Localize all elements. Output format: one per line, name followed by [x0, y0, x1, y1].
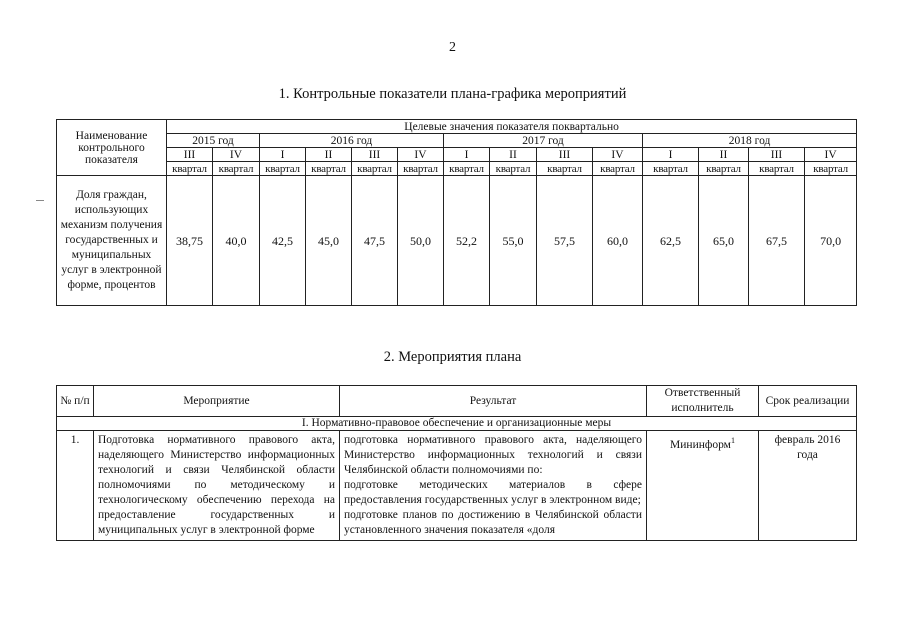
- quarter-label: квартал: [699, 162, 749, 176]
- year-header-2016: 2016 год: [260, 134, 444, 148]
- indicator-value: 38,75: [167, 176, 213, 306]
- indicator-value: 62,5: [643, 176, 699, 306]
- quarter-numeral: II: [699, 148, 749, 162]
- table-row: [57, 431, 857, 541]
- quarter-numeral: III: [167, 148, 213, 162]
- responsible-text: Мининформ: [670, 438, 731, 451]
- section-2-title: 2. Мероприятия плана: [383, 349, 522, 365]
- responsible-cell: [647, 431, 759, 541]
- quarter-numeral: III: [749, 148, 805, 162]
- indicator-value: 60,0: [593, 176, 643, 306]
- quarter-label: квартал: [398, 162, 444, 176]
- indicator-value: 42,5: [260, 176, 306, 306]
- activity-text: Подготовка нормативного правового акта, наделяющего Министерство информационных технологий и связи Челябинской области полномочиями по методическому и технологическому обеспечению перехода на предоставление государственных и муниципальных услуг в электронной форме: [94, 431, 340, 541]
- indicator-value: 70,0: [805, 176, 857, 306]
- quarter-numeral: IV: [593, 148, 643, 162]
- section-1-title: 1. Контрольные показатели плана-графика мероприятий: [278, 86, 627, 102]
- result-header: Результат: [340, 386, 647, 417]
- year-header-2017: 2017 год: [444, 134, 643, 148]
- quarter-label: квартал: [593, 162, 643, 176]
- quarter-numeral: IV: [805, 148, 857, 162]
- page-number: 2: [449, 40, 456, 55]
- quarter-numeral: I: [444, 148, 490, 162]
- quarter-label: квартал: [260, 162, 306, 176]
- footnote-marker: 1: [730, 436, 735, 445]
- deadline-header: Срок реализации: [759, 386, 857, 417]
- indicator-value: 50,0: [398, 176, 444, 306]
- result-line: подготовке планов по достижению в Челябинской области установленного значения показателя «доля: [344, 509, 642, 536]
- indicator-value: 45,0: [306, 176, 352, 306]
- quarter-label: квартал: [643, 162, 699, 176]
- quarter-label: квартал: [805, 162, 857, 176]
- target-values-header: Целевые значения показателя поквартально: [167, 120, 857, 134]
- indicator-value: 47,5: [352, 176, 398, 306]
- quarter-numeral: IV: [213, 148, 260, 162]
- quarter-numeral: I: [260, 148, 306, 162]
- quarter-label: квартал: [306, 162, 352, 176]
- year-header-2015: 2015 год: [167, 134, 260, 148]
- indicator-value: 52,2: [444, 176, 490, 306]
- quarter-numeral: II: [490, 148, 537, 162]
- quarter-label: квартал: [167, 162, 213, 176]
- row-number: 1.: [57, 431, 94, 541]
- quarter-label: квартал: [444, 162, 490, 176]
- deadline-text: февраль 2016 года: [759, 431, 857, 541]
- quarter-label: квартал: [490, 162, 537, 176]
- num-header: № п/п: [57, 386, 94, 417]
- indicator-value: 65,0: [699, 176, 749, 306]
- result-cell: [340, 431, 647, 541]
- quarter-numeral: I: [643, 148, 699, 162]
- quarter-label: квартал: [537, 162, 593, 176]
- indicator-value: 67,5: [749, 176, 805, 306]
- activity-header: Мероприятие: [94, 386, 340, 417]
- group-title: I. Нормативно-правовое обеспечение и организационные меры: [57, 417, 857, 431]
- result-line: подготовке методических материалов в сфере предоставления государственных услуг в электронном виде;: [344, 479, 642, 506]
- activities-table: [56, 385, 857, 541]
- indicator-value: 55,0: [490, 176, 537, 306]
- indicator-header: Наименование контрольного показателя: [57, 120, 167, 176]
- margin-mark: [36, 200, 44, 201]
- indicators-table: [56, 119, 857, 306]
- indicator-value: 40,0: [213, 176, 260, 306]
- year-header-2018: 2018 год: [643, 134, 857, 148]
- quarter-numeral: III: [537, 148, 593, 162]
- quarter-label: квартал: [749, 162, 805, 176]
- indicator-value: 57,5: [537, 176, 593, 306]
- indicator-name: Доля граждан, использующих механизм получения государственных и муниципальных услуг в электронной форме, процентов: [57, 176, 167, 306]
- quarter-label: квартал: [213, 162, 260, 176]
- responsible-header: Ответственный исполнитель: [647, 386, 759, 417]
- quarter-numeral: II: [306, 148, 352, 162]
- quarter-numeral: III: [352, 148, 398, 162]
- quarter-numeral: IV: [398, 148, 444, 162]
- quarter-label: квартал: [352, 162, 398, 176]
- result-line: подготовка нормативного правового акта, наделяющего Министерство информационных технологий и связи Челябинской области полномочиями по:: [344, 434, 642, 476]
